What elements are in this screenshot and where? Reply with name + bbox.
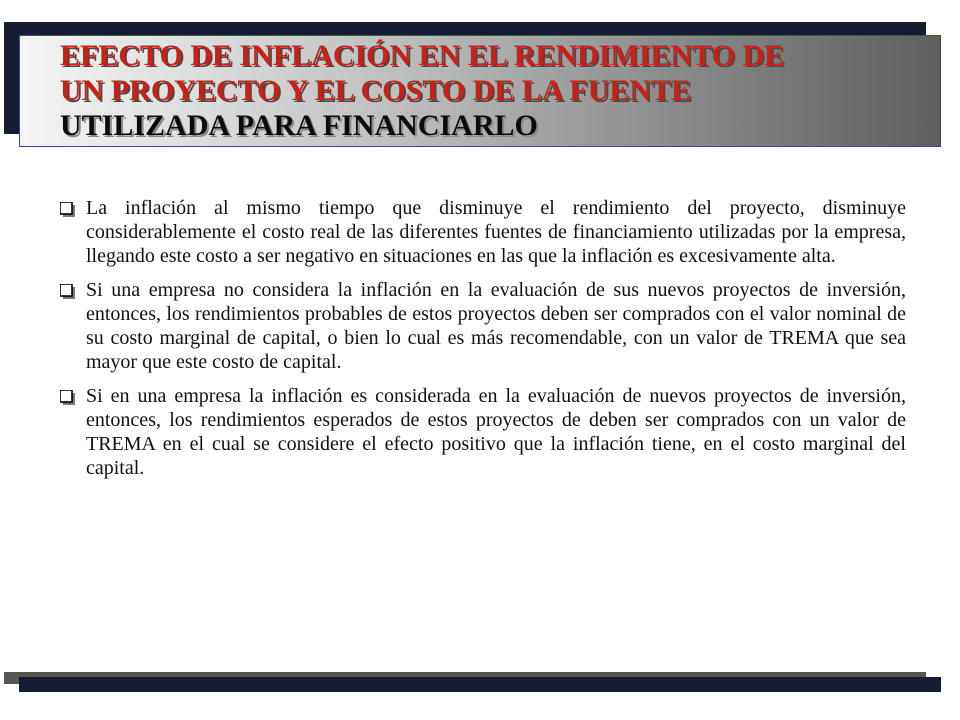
bullet-text-2: Si una empresa no considera la inflación en la evaluación de sus nuevos proyectos de inversión, entonces, los rendimientos probables de estos proyectos deben ser comprados con el valor nominal de su costo marginal de capital, o bien lo cual es más recomendable, con un valor de TREMA que sea mayor que este costo de capital. — [86, 279, 906, 373]
title-line-3: UTILIZADA PARA FINANCIARLO — [60, 109, 538, 142]
bullet-text-1: La inflación al mismo tiempo que disminuye el rendimiento del proyecto, disminuye considerablemente el costo real de las diferentes fuentes de financiamiento utilizadas por la empresa, llegando este costo a ser negativo en situaciones en las que la inflación es excesivamente alta. — [86, 197, 906, 267]
title-banner — [19, 35, 941, 147]
bullet-item-3 — [60, 384, 906, 480]
checkbox-icon — [60, 284, 75, 299]
footer-bar-navy — [19, 677, 941, 692]
bullet-item-2 — [60, 278, 906, 374]
title-line-2: UN PROYECTO Y EL COSTO DE LA FUENTE — [60, 74, 691, 107]
bullet-list — [60, 196, 906, 490]
slide-title — [60, 38, 920, 143]
bullet-text-3: Si en una empresa la inflación es considerada en la evaluación de nuevos proyectos de inversión, entonces, los rendimientos esperados de estos proyectos de deben ser comprados con un valor de TREMA en el cual se considere el efecto positivo que la inflación tiene, en el costo marginal del capital. — [86, 385, 906, 479]
checkbox-icon — [60, 390, 75, 405]
bullet-item-1 — [60, 196, 906, 268]
checkbox-icon — [60, 202, 75, 217]
title-line-1: EFECTO DE INFLACIÓN EN EL RENDIMIENTO DE — [60, 39, 785, 72]
